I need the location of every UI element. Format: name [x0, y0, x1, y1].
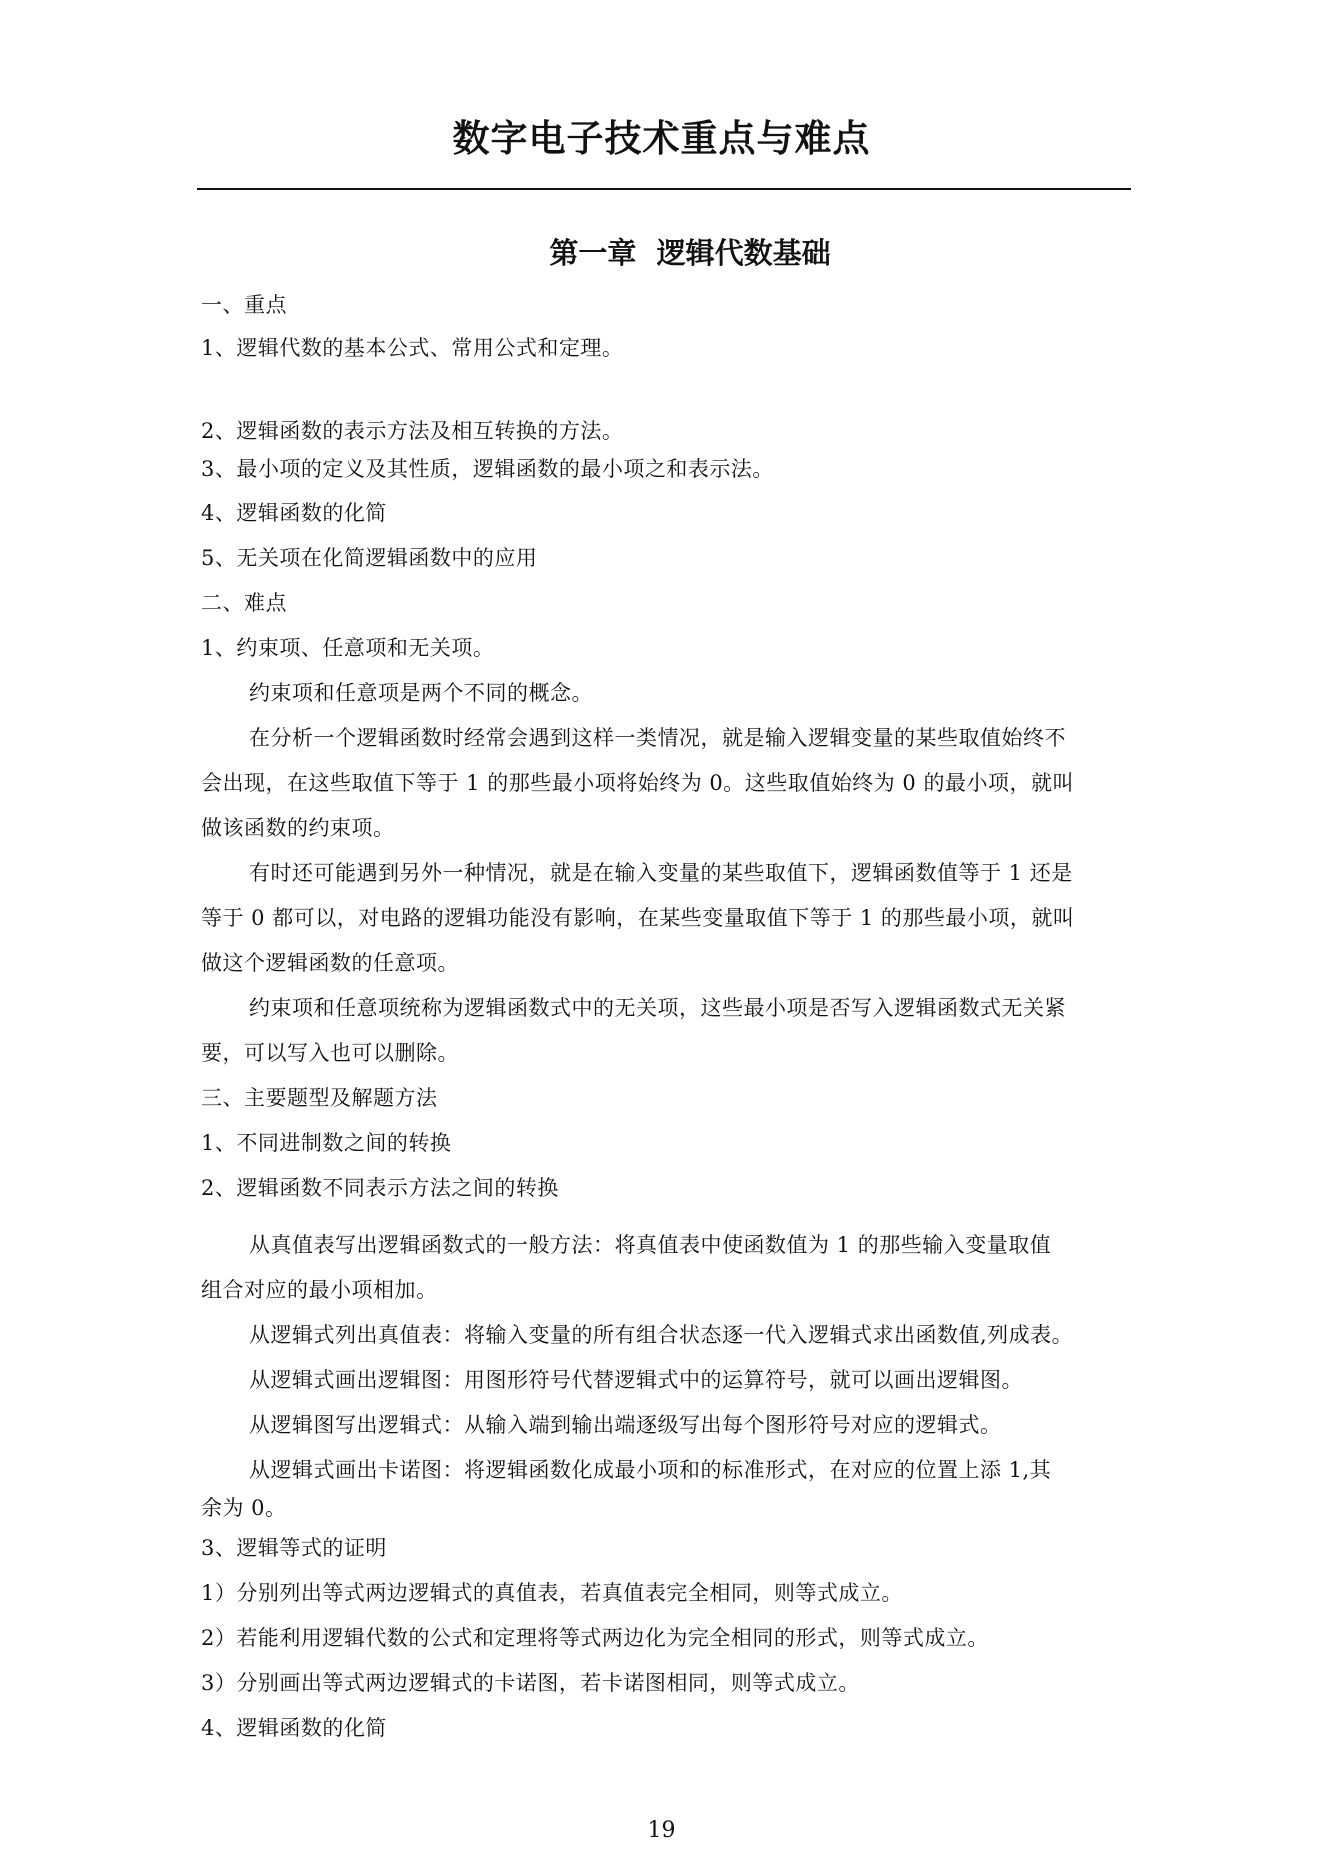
- list-item: 1、不同进制数之间的转换: [201, 1131, 452, 1155]
- paragraph-line: 有时还可能遇到另外一种情况，就是在输入变量的某些取值下，逻辑函数值等于 1 还是: [249, 861, 1073, 885]
- list-item: 1、逻辑代数的基本公式、常用公式和定理。: [201, 336, 624, 360]
- chapter-title: 第一章 逻辑代数基础: [549, 236, 831, 270]
- section-heading-problem-types: 三、主要题型及解题方法: [201, 1086, 438, 1110]
- paragraph-line: 从逻辑式画出卡诺图：将逻辑函数化成最小项和的标准形式，在对应的位置上添 1,其: [249, 1458, 1052, 1482]
- paragraph-line: 从逻辑图写出逻辑式：从输入端到输出端逐级写出每个图形符号对应的逻辑式。: [249, 1413, 1002, 1437]
- list-item: 1、约束项、任意项和无关项。: [201, 636, 495, 660]
- page-number: 19: [647, 1818, 676, 1843]
- paragraph-line: 在分析一个逻辑函数时经常会遇到这样一类情况，就是输入逻辑变量的某些取值始终不: [249, 726, 1066, 750]
- title-divider: [197, 188, 1131, 190]
- paragraph-line: 要，可以写入也可以删除。: [201, 1041, 459, 1065]
- section-heading-difficulties: 二、难点: [201, 591, 287, 615]
- list-item: 4、逻辑函数的化简: [201, 1716, 387, 1740]
- list-item: 1）分别列出等式两边逻辑式的真值表，若真值表完全相同，则等式成立。: [201, 1581, 903, 1605]
- list-item: 3、最小项的定义及其性质，逻辑函数的最小项之和表示法。: [201, 457, 774, 481]
- list-item: 3、逻辑等式的证明: [201, 1536, 387, 1560]
- section-heading-key-points: 一、重点: [201, 293, 287, 317]
- paragraph-line: 约束项和任意项是两个不同的概念。: [249, 681, 593, 705]
- paragraph-line: 做这个逻辑函数的任意项。: [201, 951, 459, 975]
- paragraph-line: 从逻辑式列出真值表：将输入变量的所有组合状态逐一代入逻辑式求出函数值,列成表。: [249, 1323, 1074, 1347]
- paragraph-line: 从逻辑式画出逻辑图：用图形符号代替逻辑式中的运算符号，就可以画出逻辑图。: [249, 1368, 1023, 1392]
- paragraph-line: 约束项和任意项统称为逻辑函数式中的无关项，这些最小项是否写入逻辑函数式无关紧: [249, 996, 1066, 1020]
- paragraph-line: 会出现，在这些取值下等于 1 的那些最小项将始终为 0。这些取值始终为 0 的最小项，就叫: [201, 771, 1074, 795]
- paragraph-line: 等于 0 都可以，对电路的逻辑功能没有影响，在某些变量取值下等于 1 的那些最小项，就叫: [201, 906, 1075, 930]
- list-item: 3）分别画出等式两边逻辑式的卡诺图，若卡诺图相同，则等式成立。: [201, 1671, 860, 1695]
- document-title: 数字电子技术重点与难点: [452, 117, 871, 160]
- paragraph-line: 做该函数的约束项。: [201, 816, 395, 840]
- paragraph-line: 余为 0。: [201, 1496, 287, 1520]
- list-item: 2）若能利用逻辑代数的公式和定理将等式两边化为完全相同的形式，则等式成立。: [201, 1626, 989, 1650]
- list-item: 5、无关项在化简逻辑函数中的应用: [201, 546, 538, 570]
- list-item: 2、逻辑函数的表示方法及相互转换的方法。: [201, 419, 624, 443]
- list-item: 4、逻辑函数的化简: [201, 501, 387, 525]
- paragraph-line: 组合对应的最小项相加。: [201, 1278, 438, 1302]
- paragraph-line: 从真值表写出逻辑函数式的一般方法：将真值表中使函数值为 1 的那些输入变量取值: [249, 1233, 1052, 1257]
- list-item: 2、逻辑函数不同表示方法之间的转换: [201, 1176, 559, 1200]
